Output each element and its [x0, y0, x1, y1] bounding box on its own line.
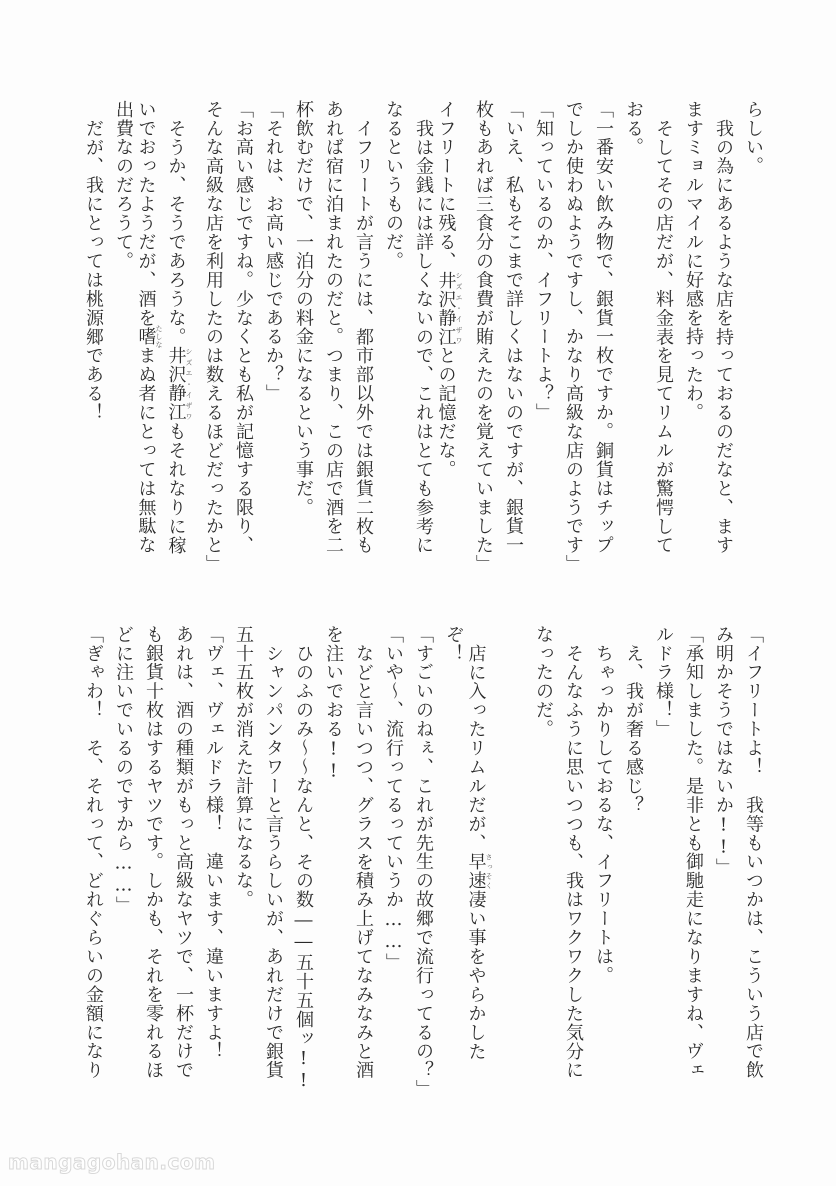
text-line: なったのだ。	[533, 625, 554, 739]
text-line: シャンパンタワーと言うらしいが、あれだけで銀貨	[263, 644, 284, 1080]
text-line: などと言いつつ、グラスを積み上げてなみなみと酒	[353, 644, 374, 1080]
text-line: 店に入ったリムルだが、早速さっそく凄い事をやらかした	[465, 644, 493, 1061]
ruby-annotation: 井沢静江シズエ・イザワ	[435, 270, 463, 347]
text-line: あれば宿に泊まれたのだと。つまり、この店で酒を二	[323, 100, 344, 555]
text-line: 「一番安い飲み物で、銀貨一枚ですか。銅貨はチップ	[593, 100, 614, 555]
text-line: 「承知しました。是非とも御馳走になりますね、ヴェ	[683, 625, 704, 1080]
text-line: あれは、酒の種類がもっと高級なヤツで、一杯だけで	[173, 625, 194, 1080]
text-line: 五十五枚が消えた計算になるな。	[233, 625, 254, 910]
text-line: み明かそうではないか!!」	[713, 625, 734, 878]
text-line: 我は金銭には詳しくないので、これはとても参考に	[413, 119, 434, 555]
text-line: いでおったようだが、酒を嗜たしなまぬ者にとっては無駄な	[135, 100, 163, 555]
text-line: 「ヴェ、ヴェルドラ様！ 違います、違いますよ！	[203, 625, 224, 1061]
text-line: 「お高い感じですね。少なくとも私が記憶する限り、	[233, 100, 254, 555]
text-line: らしい。	[743, 100, 764, 176]
text-line: 「すごいのねぇ、これが先生の故郷で流行ってるの？」	[413, 625, 434, 1099]
text-line: 杯飲むだけで、一泊分の料金になるという事だ。	[293, 100, 314, 517]
text-line: イフリートに残る、井沢静江シズエ・イザワとの記憶だな。	[435, 100, 463, 480]
text-line: どに注いでいるのですから……」	[113, 625, 134, 916]
text-line: え、我が奢る感じ？	[623, 644, 644, 815]
text-line: 「イフリートよ！ 我等もいつかは、こういう店で飲	[743, 625, 764, 1080]
text-line: 枚もあれば三食分の食費が賄えたのを覚えていました」	[473, 100, 494, 574]
text-line: そんなふうに思いつつも、我はワクワクした気分に	[563, 644, 584, 1080]
text-line: 「それは、お高い感じであるか？」	[263, 100, 284, 404]
text-line: ちゃっかりしておるな、イフリートは。	[593, 644, 614, 986]
text-line: 「ぎゃわ！ そ、それって、どれぐらいの金額になり	[83, 625, 104, 1080]
text-line: だが、我にとっては桃源郷である！	[83, 119, 104, 423]
text-line: なるというものだ。	[383, 100, 404, 271]
text-line: ルドラ様！」	[653, 625, 674, 739]
text-line: でしか使わぬようですし、かなり高級な店のようです」	[563, 100, 584, 574]
text-line: を注いでおる!!	[323, 625, 344, 783]
text-line: 我の為にあるような店を持っておるのだなと、ます	[713, 119, 734, 555]
text-line: そんな高級な店を利用したのは数えるほどだったかと」	[203, 100, 224, 574]
text-line: イフリートが言うには、都市部以外では銀貨二枚も	[353, 119, 374, 555]
text-line: 「いや〜、流行ってるっていうか……」	[383, 625, 404, 973]
text-line: おる。	[623, 100, 644, 157]
text-line: ぞ！	[443, 625, 464, 663]
ruby-annotation: 早速さっそく	[465, 852, 493, 891]
text-line: も銀貨十枚はするヤツです。しかも、それを零れるほ	[143, 625, 164, 1080]
text-line: ますミョルマイルに好感を持ったわ。	[683, 100, 704, 423]
ruby-annotation: 井沢静江シズエ・イザワ	[165, 346, 193, 423]
text-line: そしてその店だが、料金表を見てリムルが驚愕して	[653, 119, 674, 555]
text-line: 出費なのだろうて。	[113, 100, 134, 271]
text-line: 「いえ、私もそこまで詳しくはないのですが、銀貨一	[503, 100, 524, 555]
text-line: 「知っているのか、イフリートよ？」	[533, 100, 554, 423]
text-line: そうか、そうであろうな。井沢静江シズエ・イザワもそれなりに稼	[165, 119, 193, 555]
watermark: mangagohan.com	[8, 1150, 216, 1174]
text-line: ひのふのみ〜〜なんと、その数――五十五個ッ!!	[293, 644, 314, 1092]
ruby-annotation: 嗜たしな	[135, 324, 163, 349]
